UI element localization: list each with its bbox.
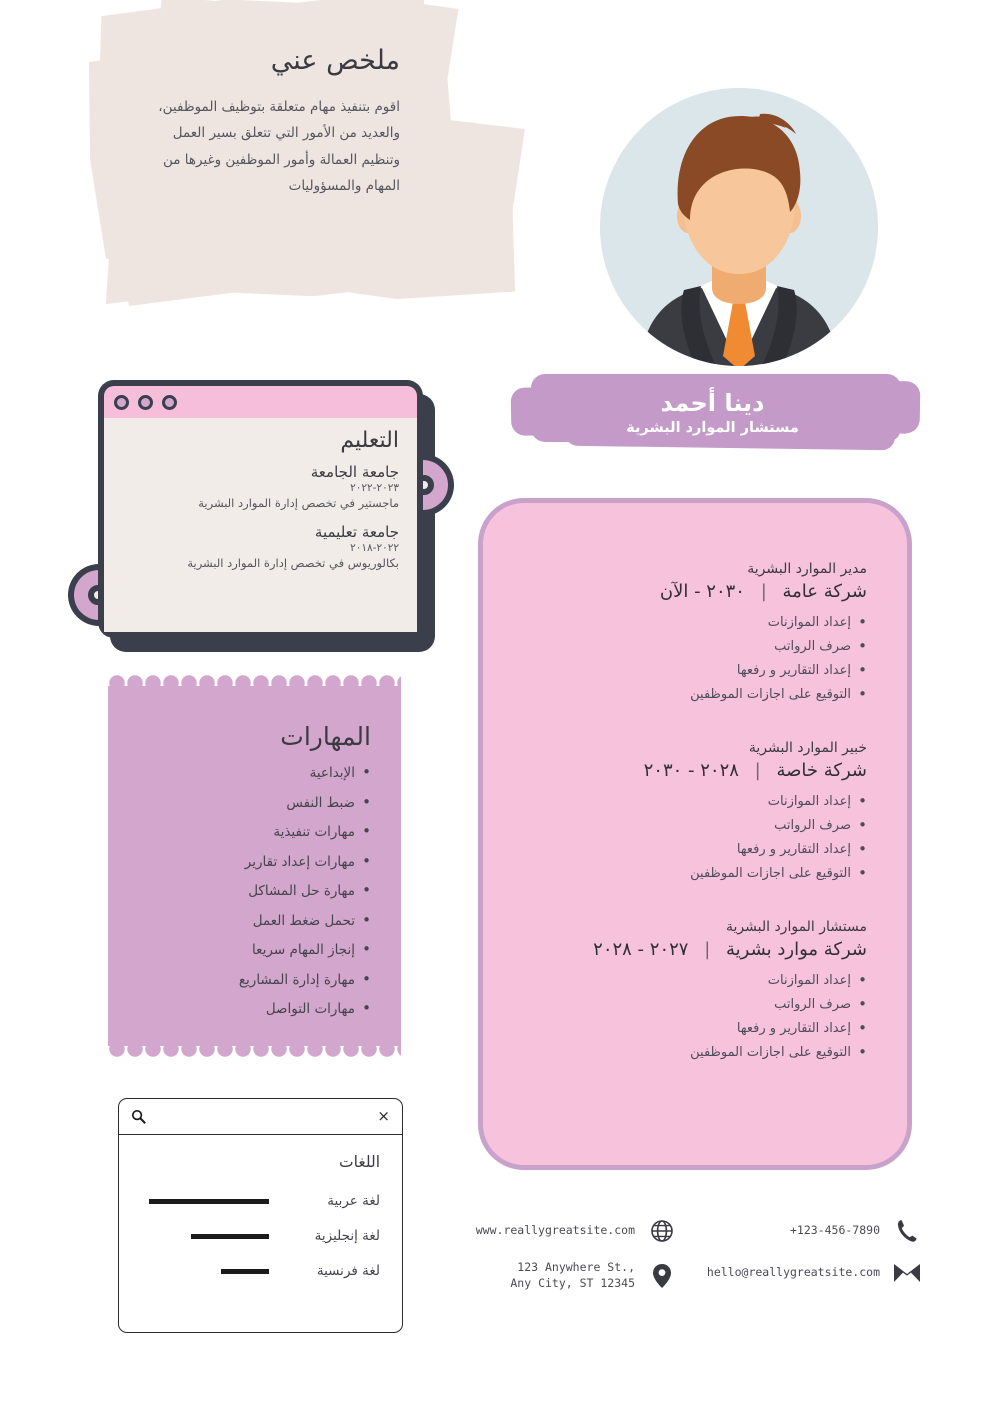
list-item: • مهارات تنفيذية [108,826,371,840]
close-icon[interactable]: × [377,1107,390,1125]
person-name: دينا أحمد [660,388,765,417]
list-item: • إعداد التقارير و رفعها [511,1021,867,1036]
address-line-2: Any City, ST 12345 [510,1275,635,1290]
language-row [137,1263,380,1279]
experience-bullets [511,794,867,881]
list-item: • الإبداعية [108,767,371,781]
languages-title: اللغات [339,1153,380,1171]
experience-dates: ٢٠٢٨ - ٢٠٣٠ [643,760,739,781]
list-item: • إعداد التقارير و رفعها [511,663,867,678]
footer-contact [420,1218,920,1328]
search-icon[interactable] [131,1109,146,1124]
name-banner [505,362,920,462]
list-item: • إعداد التقارير و رفعها [511,842,867,857]
list-item: • ضبط النفس [108,797,371,811]
experience-separator: | [704,939,711,960]
experience-dates: ٢٠٢٧ - ٢٠٢٨ [593,939,689,960]
experience-bullets [511,615,867,702]
summary-section [140,45,400,199]
education-school: جامعة تعليمية [314,523,399,541]
language-level-fill [191,1234,269,1239]
language-row [137,1193,380,1209]
list-item: • التوقيع على اجازات الموظفين [511,1045,867,1060]
summary-title: ملخص عني [270,45,400,76]
language-name: لغة عربية [327,1193,380,1209]
language-row [137,1228,380,1244]
experience-meta [511,760,867,781]
experience-item [511,740,867,881]
experience-item [511,919,867,1060]
experience-item [511,561,867,702]
education-description: ماجستير في تخصص إدارة الموارد البشرية [198,496,399,510]
skills-section [108,680,401,1062]
education-date: ٢٠٢٢-٢٠١٨ [350,542,399,554]
education-item [118,463,399,510]
education-school: جامعة الجامعة [310,463,399,481]
address-line-1: 123 Anywhere St., [517,1260,635,1274]
experience-panel [478,498,912,1170]
summary-body: اقوم بتنفيذ مهام متعلقة بتوظيف الموظفين، والعديد من الأمور التي تتعلق بسير العمل وتنظيم العمالة وأمور الموظفين وغيرها من المهام والمسؤوليات [158,99,400,194]
avatar [600,88,878,366]
list-item: • التوقيع على اجازات الموظفين [511,866,867,881]
experience-company: شركة موارد بشرية [726,939,867,960]
website-text: www.reallygreatsite.com [475,1223,635,1238]
phone-icon [894,1218,920,1244]
window-dot-icon[interactable] [114,395,129,410]
person-avatar-icon [600,88,878,366]
list-item: • صرف الرواتب [511,997,867,1012]
list-item: • تحمل ضغط العمل [108,915,371,929]
education-item [118,523,399,570]
experience-bullets [511,973,867,1060]
scallop-bottom-decoration [108,1046,401,1062]
window-dot-icon[interactable] [138,395,153,410]
phone-row[interactable] [682,1218,920,1244]
list-item: • إعداد الموازنات [511,973,867,988]
envelope-icon [894,1260,920,1286]
address-row [420,1260,675,1291]
experience-company: شركة عامة [782,581,867,602]
skills-title: المهارات [280,722,371,751]
experience-job-title: خبير الموارد البشرية [748,740,867,756]
window-dot-icon[interactable] [162,395,177,410]
languages-card [118,1098,403,1333]
language-name: لغة فرنسية [316,1263,380,1279]
experience-job-title: مدير الموارد البشرية [747,561,867,577]
language-level-track [137,1269,269,1274]
experience-separator: | [754,760,761,781]
list-item: • التوقيع على اجازات الموظفين [511,687,867,702]
person-role: مستشار الموارد البشرية [626,419,799,436]
list-item: • مهارات التواصل [108,1003,371,1017]
experience-meta [511,939,867,960]
list-item: • صرف الرواتب [511,639,867,654]
list-item: • مهارة حل المشاكل [108,885,371,899]
list-item: • إعداد الموازنات [511,794,867,809]
location-pin-icon [649,1263,675,1289]
language-level-fill [149,1199,269,1204]
list-item: • إنجاز المهام سريعا [108,944,371,958]
globe-icon [649,1218,675,1244]
education-description: بكالوريوس في تخصص إدارة الموارد البشرية [187,556,399,570]
experience-dates: ٢٠٣٠ - الآن [659,581,745,602]
language-level-track [137,1199,269,1204]
experience-company: شركة خاصة [776,760,867,781]
list-item: • مهارة إدارة المشاريع [108,974,371,988]
email-text: hello@reallygreatsite.com [706,1265,880,1280]
language-level-track [137,1234,269,1239]
list-item: • مهارات إعداد تقارير [108,856,371,870]
language-level-fill [221,1269,269,1274]
experience-job-title: مستشار الموارد البشرية [726,919,867,935]
experience-separator: | [760,581,767,602]
list-item: • صرف الرواتب [511,818,867,833]
skills-list [108,767,371,1017]
experience-meta [511,581,867,602]
education-date: ٢٠٢٣-٢٠٢٢ [350,482,399,494]
list-item: • إعداد الموازنات [511,615,867,630]
phone-text: +123-456-7890 [789,1223,880,1238]
languages-window-titlebar [119,1099,402,1135]
education-title: التعليم [340,428,399,453]
language-name: لغة إنجليزية [314,1228,380,1244]
email-row[interactable] [682,1260,920,1286]
website-row[interactable] [420,1218,675,1244]
address-text [510,1260,635,1291]
education-window-titlebar [104,386,417,418]
education-card [72,372,472,662]
